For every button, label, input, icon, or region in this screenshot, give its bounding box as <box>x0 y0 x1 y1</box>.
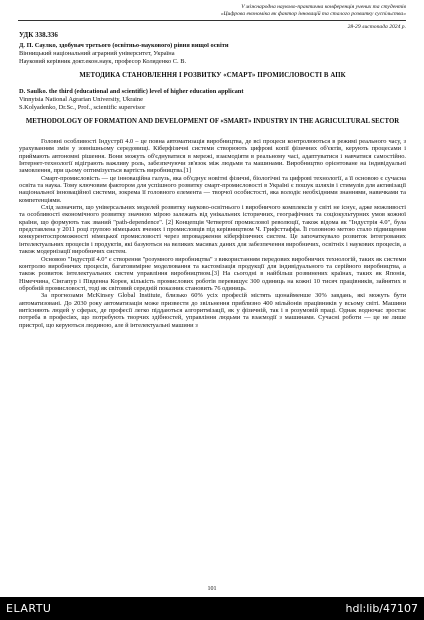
paragraph: Смарт-промисловість — це інноваційна галузь, яка об'єднує новітні фізичні, біологічні та цифрові технології, а її основою є сучасна освіта та наука. Тому ключовим фактором для успішного розвитку смарт-промисловості в Україні є пошук шляхів і стимулів для активізації національної інноваційної системи, зокрема її головного елемента — творчої особистості, яка володіє необхідними знаннями, навичками та компетенціями. <box>19 174 406 204</box>
repository-name: ELARTU <box>6 602 52 615</box>
article-title-en: METHODOLOGY OF FORMATION AND DEVELOPMENT OF «SMART» INDUSTRY IN THE AGRICULTURAL SECTOR <box>25 118 400 125</box>
supervisor-en: S.Kolyadenko, Dr.Sc., Prof., scientific supervisor <box>19 104 146 111</box>
supervisor-ua: Науковий керівник докт.екон.наук, професор Коляденко С. В. <box>19 58 187 65</box>
udk-code: УДК 338.336 <box>19 31 58 39</box>
page-number: 101 <box>207 586 217 592</box>
author-name-en: D. Saulko. the third (educational and scientific) level of higher education applicant <box>19 88 244 95</box>
running-header-conference: V міжнародна науково-практична конференція учених та студентів <box>241 4 406 10</box>
article-body <box>19 138 406 329</box>
author-affiliation-ua: Вінницький національний аграрний університет, Україна <box>19 50 175 57</box>
paragraph: Слід зазначити, що універсальних моделей розвитку науково-освітнього і виробничого комплексів у світі не існує, адже можливості та особливості економічного розвитку значною мірою залежать від унікальних історичних, географічних та соціокультурних умов кожної країни, що формують так званий "path-dependence". [2] Концепція Четвертої промислової революції, також відома як "Індустрія 4.0", була представлена у 2011 році групою німецьких вчених і промисловців під керівництвом Ч. Грифсттаффа. Її головною метою стало підвищення конкурентоспроможності німецької промисловості через впровадження кіберфізичних систем. Це започаткувало розвиток інтегрованих інтелектуальних процесів і продуктів, які базуються на великих масивах даних для забезпечення виробничих, освітніх і наукових процесів, а також модернізації виробничих систем. <box>19 204 406 256</box>
running-header-theme: «Цифрова економіка як фактор інновацій та сталого розвитку суспільства» <box>220 11 406 17</box>
paragraph: За прогнозами McKinsey Global Institute, близько 60% усіх професій містять щонайменше 30% завдань, які можуть бути автоматизовані. До 2030 року автоматизація може призвести до звільнення приблизно 400 мільйонів працівників у всьому світі. Машини витісняють людей у сферах, де професії легко піддаються алгоритмізації, як у фізичній, так і в розумовій праці. Однак водночас зростає потреба в професіях, що потребують творчих здібностей, управління людьми та взаємодії з машинами. Сучасні роботи — це не лише пристрої, що керуються людиною, але й інтелектуальні машини з <box>19 292 406 329</box>
repository-footer-bar <box>0 597 424 620</box>
author-name-ua: Д. П. Саулко, здобувач третього (освітньо-наукового) рівня вищої освіти <box>19 42 229 49</box>
paragraph: Основою "Індустрії 4.0" є створення "розумного виробництва" з використанням передових виробничих технологій, таких як системи контролю виробничих процесів, багатовимірне моделювання та кастомізація продукції для індивідуального та серійного виробництва, а також розвиток інтелектуальних систем управління виробництвом.[3] На сьогодні в найбільш розвинених країнах, таких як Японія, Німеччина, Сінгапур і Південна Корея, кількість промислових роботів перевищує 300 одиниць на кожні 10 тисяч працівників, зайнятих в обробній промисловості, тоді як світовий середній показник становить 76 одиниць. <box>19 255 406 292</box>
conference-date: 28-29 листопада 2024 р. <box>347 24 406 30</box>
paragraph: Головні особливості Індустрії 4.0 – це повна автоматизація виробництва, де всі процеси контролюються в режимі реального часу, з урахуванням змін у зовнішньому середовищі. Кіберфізичні системи створюють цифрові копії фізичних об'єктів, керують процесами і приймають автономні рішення. Вони можуть об'єднуватися в мережі, взаємодіяти в реальному часі, адаптуватися і навчатися самостійно. Інтернет-технології відіграють важливу роль, забезпечуючи зв'язок між людьми та машинами. Виробництво орієнтоване на індивідуальні замовлення, при цьому оптимізується вартість виробництва.[1] <box>19 138 406 175</box>
author-affiliation-en: Vinnytsia National Agrarian University, Ukraine <box>19 96 143 103</box>
header-divider <box>18 20 406 21</box>
article-title-ua: МЕТОДИКА СТАНОВЛЕННЯ І РОЗВИТКУ «СМАРТ» ПРОМИСЛОВОСТІ В АПК <box>79 72 346 79</box>
handle-identifier[interactable]: hdl:lib/47107 <box>345 602 418 615</box>
